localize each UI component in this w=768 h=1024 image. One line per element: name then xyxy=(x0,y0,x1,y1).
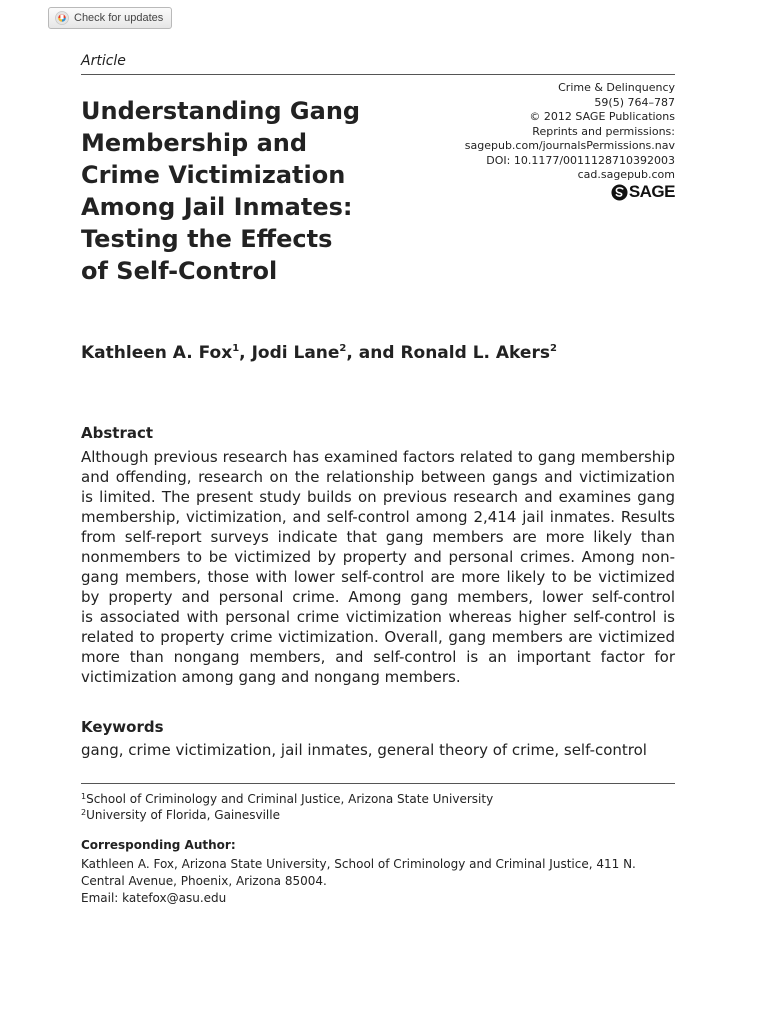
journal-copyright: © 2012 SAGE Publications xyxy=(529,110,675,123)
author-affiliation-mark: 1 xyxy=(232,343,240,354)
abstract-line: membership, victimization, and self-control among 2,414 jail inmates. Results xyxy=(81,508,675,526)
author-name: Jodi Lane xyxy=(251,343,340,363)
abstract-line: gang members, those with lower self-control are more likely to be victimized xyxy=(81,568,675,586)
corresponding-email[interactable]: Email: katefox@asu.edu xyxy=(81,891,227,905)
affiliation-item xyxy=(81,807,493,823)
title-line: Membership and xyxy=(81,129,308,157)
title-line: of Self-Control xyxy=(81,257,278,285)
title-line: Understanding Gang xyxy=(81,97,361,125)
article-type-label: Article xyxy=(81,53,126,69)
journal-reprints: Reprints and permissions: xyxy=(532,124,675,138)
title-line: Crime Victimization xyxy=(81,161,346,189)
abstract-line: from self-report surveys indicate that gang members are more likely than xyxy=(81,528,675,546)
abstract-line: more than nongang members, and self-control is an important factor for xyxy=(81,648,675,666)
corresponding-author-details xyxy=(81,856,636,907)
author-affiliation-mark: 2 xyxy=(549,343,557,354)
check-for-updates-button[interactable] xyxy=(48,7,172,29)
title-line: Testing the Effects xyxy=(81,225,333,253)
crossmark-icon xyxy=(55,11,69,25)
corresponding-line: Central Avenue, Phoenix, Arizona 85004. xyxy=(81,874,327,888)
author-separator: , xyxy=(239,343,252,363)
abstract-line: related to property crime victimization. Overall, gang members are victimized xyxy=(81,628,675,646)
abstract-line: victimization among gang and nongang members. xyxy=(81,668,461,686)
author-separator: , and xyxy=(346,343,401,363)
title-line: Among Jail Inmates: xyxy=(81,193,353,221)
sage-logo xyxy=(611,182,675,202)
journal-name: Crime & Delinquency xyxy=(558,81,675,94)
abstract-line: by property and personal crime. Among gang members, lower self-control xyxy=(81,588,675,606)
journal-volume: 59(5) 764–787 xyxy=(594,95,675,109)
sage-logo-text: SAGE xyxy=(628,182,675,201)
author-name: Ronald L. Akers xyxy=(400,343,550,363)
affiliations xyxy=(81,791,493,823)
abstract-text xyxy=(81,447,675,687)
author-list xyxy=(81,343,557,363)
keywords-heading: Keywords xyxy=(81,718,164,736)
abstract-line: is associated with personal crime victimization whereas higher self-control is xyxy=(81,608,675,626)
abstract-line: is limited. The present study builds on previous research and examines gang xyxy=(81,488,675,506)
check-for-updates-label: Check for updates xyxy=(74,12,164,24)
corresponding-author-heading: Corresponding Author: xyxy=(81,838,236,852)
affiliation-item xyxy=(81,791,493,807)
affiliation-text: School of Criminology and Criminal Justice, Arizona State University xyxy=(86,792,494,806)
header-divider xyxy=(81,74,675,75)
journal-site-link[interactable]: cad.sagepub.com xyxy=(577,168,675,181)
article-title xyxy=(81,95,411,287)
author-name: Kathleen A. Fox xyxy=(81,343,233,363)
abstract-heading: Abstract xyxy=(81,424,154,442)
affiliation-text: University of Florida, Gainesville xyxy=(86,808,280,822)
affiliation-mark: 2 xyxy=(81,808,87,817)
affiliation-mark: 1 xyxy=(81,792,87,801)
abstract-line: nonmembers to be victimized by property and personal crimes. Among non- xyxy=(81,548,675,566)
journal-info xyxy=(465,81,675,183)
footnote-divider xyxy=(81,783,675,784)
corresponding-line: Kathleen A. Fox, Arizona State University, School of Criminology and Criminal Justice, 411 N. xyxy=(81,857,636,871)
abstract-line: Although previous research has examined factors related to gang membership xyxy=(81,448,675,466)
author-affiliation-mark: 2 xyxy=(339,343,347,354)
sage-logo-icon xyxy=(611,184,628,201)
keywords-text: gang, crime victimization, jail inmates, general theory of crime, self-control xyxy=(81,741,647,759)
doi-link[interactable]: DOI: 10.1177/0011128710392003 xyxy=(486,153,675,167)
abstract-line: and offending, research on the relationship between gangs and victimization xyxy=(81,468,675,486)
permissions-link[interactable]: sagepub.com/journalsPermissions.nav xyxy=(464,139,675,152)
